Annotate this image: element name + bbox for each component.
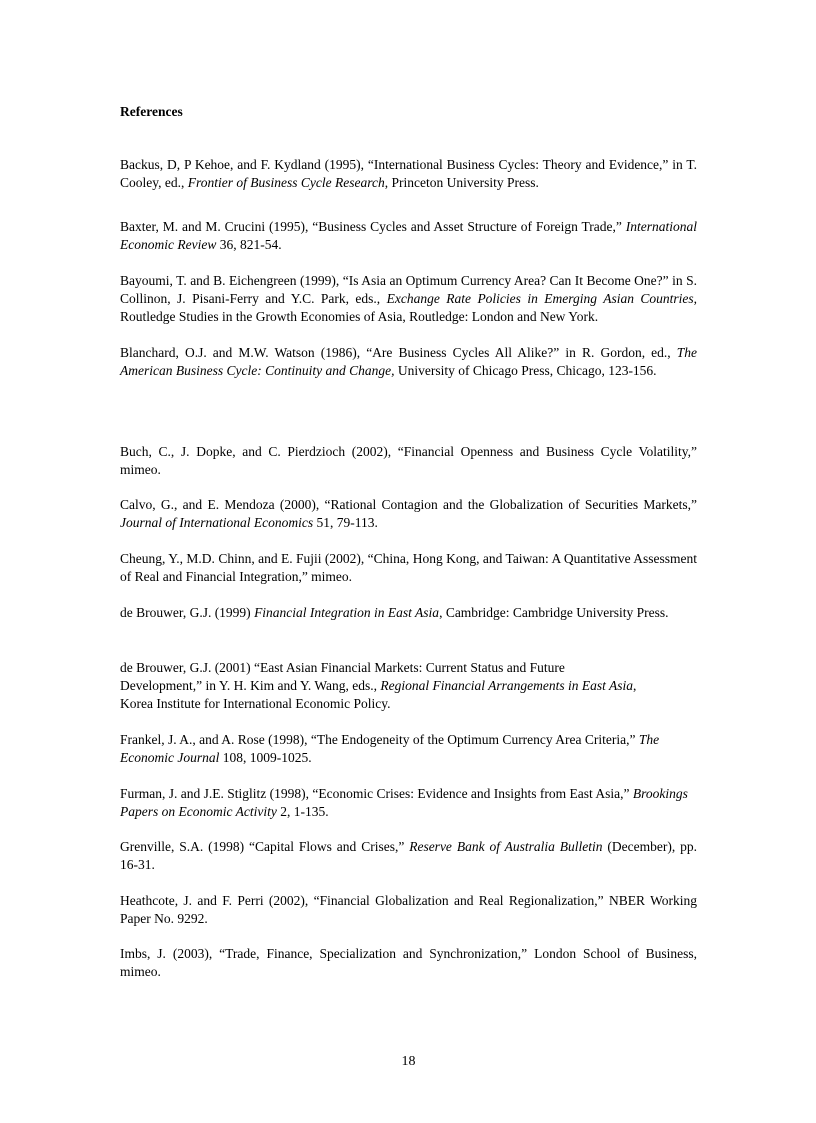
reference-heathcote-2002 xyxy=(120,892,697,928)
reference-title: Exchange Rate Policies in Emerging Asian Countries xyxy=(386,291,694,306)
page-number: 18 xyxy=(401,1054,416,1069)
reference-imbs-2003 xyxy=(120,945,697,981)
reference-debrouwer-1999 xyxy=(120,604,685,622)
reference-blanchard-1986 xyxy=(120,344,697,380)
reference-title: Regional Financial Arrangements in East Asia xyxy=(380,678,634,693)
reference-frankel-1998 xyxy=(120,731,697,767)
reference-text: 108, 1009-1025. xyxy=(219,750,312,765)
reference-text: 2, 1-135. xyxy=(276,804,329,819)
reference-text: Calvo, G., and E. Mendoza (2000), “Rational Contagion and the Globalization of Securities Markets,” xyxy=(120,497,697,512)
reference-text: , Cambridge: Cambridge University Press. xyxy=(439,605,669,620)
reference-text: Bayoumi, T. and B. Eichengreen (1999), “Is Asia an Optimum Currency Area? Can It Become One?” in S. Collinon, J. Pisani-Ferry and Y.C. Park, eds., xyxy=(120,273,697,306)
reference-calvo-2000 xyxy=(120,496,697,532)
reference-title: Journal of International Economics xyxy=(120,515,314,530)
reference-grenville-1998 xyxy=(120,838,697,874)
reference-text: de Brouwer, G.J. (1999) xyxy=(120,605,255,620)
reference-title: The Economic Journal xyxy=(120,732,660,765)
reference-furman-1998 xyxy=(120,785,697,821)
reference-text: University of Chicago Press, Chicago, 123-156. xyxy=(394,363,657,378)
reference-baxter-1995 xyxy=(120,218,697,254)
reference-title: International Economic Review xyxy=(120,219,697,252)
reference-debrouwer-2001 xyxy=(120,659,640,713)
reference-text: Heathcote, J. and F. Perri (2002), “Financial Globalization and Real Regionalization,” NBER Working Paper No. 9292. xyxy=(120,893,697,926)
reference-bayoumi-1999 xyxy=(120,272,697,326)
reference-cheung-2002 xyxy=(120,550,697,586)
reference-text: , Routledge Studies in the Growth Economies of Asia, Routledge: London and New York. xyxy=(120,291,698,324)
reference-title: Financial Integration in East Asia xyxy=(254,605,440,620)
reference-text: de Brouwer, G.J. (2001) “East Asian Financial Markets: Current Status and Future Development,” in Y. H. Kim and Y. Wang, eds., xyxy=(120,660,565,693)
reference-text: Grenville, S.A. (1998) “Capital Flows and Crises,” xyxy=(120,839,410,854)
reference-title: The American Business Cycle: Continuity and Change, xyxy=(120,345,697,378)
reference-text: Imbs, J. (2003), “Trade, Finance, Specialization and Synchronization,” London School of Business, mimeo. xyxy=(120,946,697,979)
reference-text: (December), pp. 16-31. xyxy=(120,839,697,872)
references-heading: References xyxy=(120,104,183,119)
reference-title: Frontier of Business Cycle Research xyxy=(187,175,385,190)
reference-text: Buch, C., J. Dopke, and C. Pierdzioch (2002), “Financial Openness and Business Cycle Volatility,” mimeo. xyxy=(120,444,697,477)
reference-title: Brookings Papers on Economic Activity xyxy=(120,786,688,819)
reference-text: Frankel, J. A., and A. Rose (1998), “The Endogeneity of the Optimum Currency Area Criteria,” xyxy=(120,732,639,747)
reference-text: Blanchard, O.J. and M.W. Watson (1986), “Are Business Cycles All Alike?” in R. Gordon, ed., xyxy=(120,345,677,360)
reference-text: 51, 79-113. xyxy=(313,515,378,530)
reference-text: , Princeton University Press. xyxy=(384,175,539,190)
reference-buch-2002 xyxy=(120,443,697,479)
reference-text: , Korea Institute for International Economic Policy. xyxy=(120,678,637,711)
reference-text: Backus, D, P Kehoe, and F. Kydland (1995), “International Business Cycles: Theory and Evidence,” in T. Cooley, ed., xyxy=(120,157,697,190)
reference-title: Reserve Bank of Australia Bulletin xyxy=(409,839,603,854)
reference-text: Cheung, Y., M.D. Chinn, and E. Fujii (2002), “China, Hong Kong, and Taiwan: A Quantitative Assessment of Real and Financial Integration,” mimeo. xyxy=(120,551,697,584)
reference-text: Furman, J. and J.E. Stiglitz (1998), “Economic Crises: Evidence and Insights from East Asia,” xyxy=(120,786,633,801)
reference-text: Baxter, M. and M. Crucini (1995), “Business Cycles and Asset Structure of Foreign Trade,” xyxy=(120,219,626,234)
reference-backus-1995 xyxy=(120,156,697,192)
document-page xyxy=(120,0,697,1123)
reference-text: 36, 821-54. xyxy=(216,237,282,252)
